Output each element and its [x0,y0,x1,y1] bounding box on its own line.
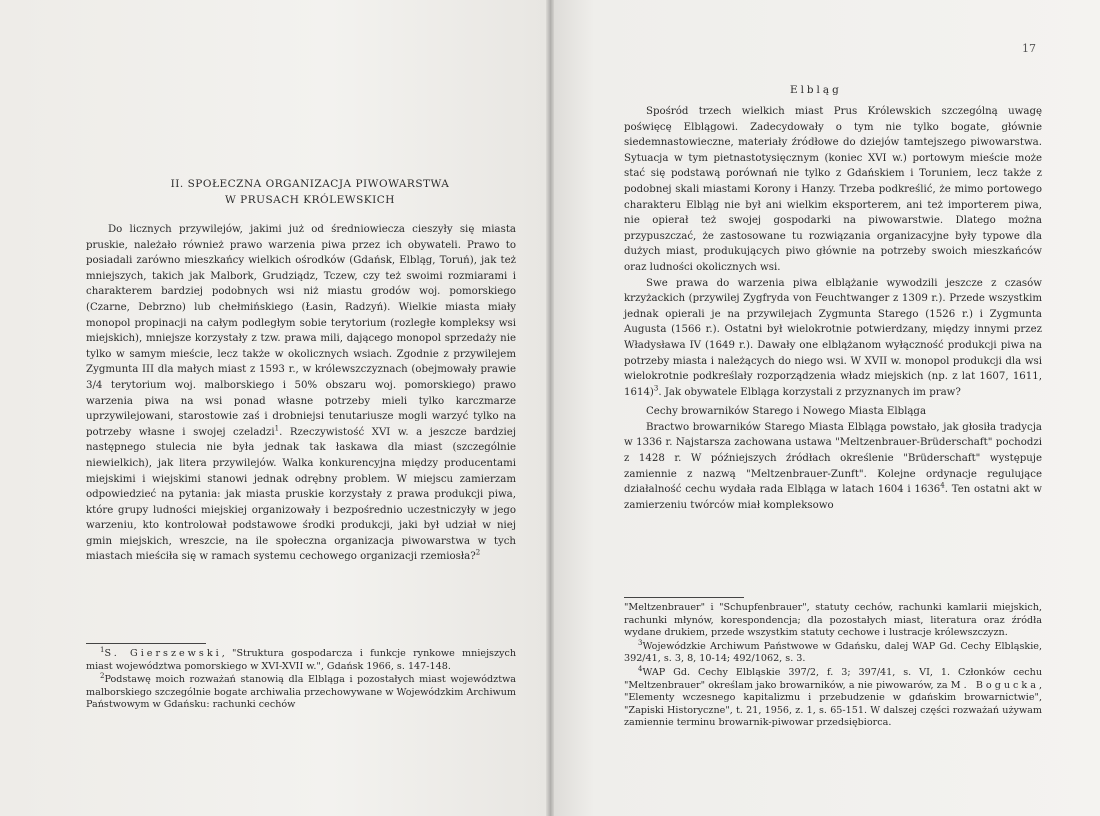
right-paragraph-3 [624,420,1042,514]
footnote-3-number: 3 [638,638,643,647]
right-footnotes [624,602,1042,731]
left-body-text [86,222,516,565]
footnote-4-author: M. Bogucka [950,679,1039,691]
section-heading-cechy: Cechy browarników Starego i Nowego Miasta Elbląga [646,406,927,418]
footnote-2-continuation: "Meltzenbrauer" i "Schupfenbrauer", statuty cechów, rachunki kamlarii miejskich, rachunki młynów, korespondencja; dla pozostałych miast, literatura oraz źródła wydane drukiem, przede wszystkim statuty cechowe i lustracje królewszczyzn. [624,602,1042,639]
footnote-1 [86,645,516,673]
city-heading: Elbląg [790,84,842,96]
footnote-ref-2: 2 [475,549,481,558]
right-paragraph-3-text: Bractwo browarników Starego Miasta Elbląga powstało, jak głosiła tradycja w 1336 r. Najstarsza zachowana ustawa "Meltzenbrauer-Brüderschaft" pochodzi z 1428 r. W późniejszych źródłach określenie "Brüderschaft" występuje zamiennie z nazwą "Meltzenbrauer-Zunft". Kolejne ordynacje regulujące działalność cechu wydała rada Elbląga w latach 1604 i 1636 [624,421,1042,496]
right-paragraph-2 [624,276,1042,401]
right-paragraph-2-text-end: . Jak obywatele Elbląga korzystali z przyznanych im praw? [658,386,961,398]
footnote-4-number: 4 [638,664,643,673]
right-paragraph-2-text: Swe prawa do warzenia piwa elblążanie wywodzili jeszcze z czasów krzyżackich (przywilej Zygfryda von Feuchtwanger z 1309 r.). Przede wszystkim jednak opierali je na przywilejach Zygmunta Starego (1526 r.) i Zygmunta Augusta (1566 r.). Ostatni był wielokrotnie potwierdzany, między innymi przez Władysława IV (1649 r.). Dawały one elblążanom wyłączność produkcji piwa na potrzeby miasta i należących do niego wsi. W XVII w. monopol produkcji dla wsi wielokrotnie podkreślały rozporządzenia władz miejskich (np. z lat 1607, 1611, 1614) [624,277,1042,398]
footnote-ref-1: 1 [274,424,280,433]
footnote-4-text-b: , "Elementy wczesnego kapitalizmu i przebudzenie w gdańskim browarnictwie", "Zapiski Historyczne", t. 21, 1956, z. 1, s. 65-151. W dalszej części rozważań używam zamiennie terminu browarnik-piwowar przedsiębiorca. [624,679,1042,729]
footnote-3-text: Wojewódzkie Archiwum Państwowe w Gdańsku, dalej WAP Gd. Cechy Elbląskie, 392/41, s. 3, 8, 10-14; 492/1062, s. 3. [624,640,1042,665]
footnote-ref-3: 3 [653,384,659,393]
chapter-heading [90,176,530,208]
left-paragraph-text-end: . Rzeczywistość XVI w. a jeszcze bardziej następnego stulecia nie była jednak tak łaskawa dla miast (szczególnie niewielkich), jak litera przywilejów. Walka konkurencyjna między producentami miejskimi i wiejskimi stanowi jednak odrębny problem. W miejscu zamierzam odpowiedzieć na pytania: jak miasta pruskie korzystały z prawa produkcji piwa, które grupy ludności miejskiej organizowały i bezpośrednio uczestniczyły w jego warzeniu, kto kontrolował podstawowe środki produkcji, jaki był udział w niej gmin miejskich, wreszcie, na ile społeczna organizacja piwowarstwa w tych miastach mieściła się w ramach systemu cechowego organizacji rzemiosła? [86,426,516,563]
footnote-rule [86,643,206,644]
right-body-text [624,104,1042,513]
footnote-2 [86,674,516,712]
footnote-4-text-a: WAP Gd. Cechy Elbląskie 397/2, f. 3; 397/41, s. VI, 1. Członków cechu "Meltzenbrauer" określam jako browarników, a nie piwowarów, za [624,666,1042,691]
left-paragraph [86,222,516,565]
chapter-heading-line2: W PRUSACH KRÓLEWSKICH [225,194,395,206]
right-page [550,0,1100,816]
footnote-4 [624,664,1042,730]
page-number: 17 [1022,42,1036,55]
left-footnotes [86,645,516,713]
chapter-heading-line1: II. SPOŁECZNA ORGANIZACJA PIWOWARSTWA [170,178,450,190]
footnote-1-number: 1 [100,645,105,654]
footnote-2-text: Podstawę moich rozważań stanowią dla Elbląga i pozostałych miast województwa malborskiego szczególnie bogate archiwalia przechowywane w Wojewódzkim Archiwum Państwowym w Gdańsku: rachunki cechów [86,674,516,711]
footnote-1-author: S. Gierszewski [104,648,222,659]
book-gutter [546,0,554,816]
right-paragraph-3-text-end: . Ten ostatni akt w zamierzeniu twórców miał kompleksowo [624,484,1042,511]
footnote-2-number: 2 [100,672,105,680]
footnote-rule-right [624,597,744,598]
footnote-1-text: , "Struktura gospodarcza i funkcje rynkowe mniejszych miast województwa pomorskiego w XVI-XVII w.", Gdańsk 1966, s. 147-148. [86,648,516,672]
left-paragraph-text: Do licznych przywilejów, jakimi już od średniowiecza cieszyły się miasta pruskie, należało również prawo warzenia piwa przez ich obywateli. Prawo to posiadali zarówno mieszkańcy wielkich ośrodków (Gdańsk, Elbląg, Toruń), jak też mniejszych, takich jak Malbork, Grudziądz, Tczew, czy też swoimi rozmiarami i charakterem bardziej podobnych wsi niż miastu grodów woj. pomorskiego (Czarne, Debrzno) lub chełmińskiego (Łasin, Radzyń). Wielkie miasta miały monopol propinacji na całym podległym sobie terytorium (rozległe kompleksy wsi miejskich), mniejsze korzystały z tzw. prawa mili, dającego monopol sprzedaży nie tylko w samym mieście, lecz także w okolicznych wsiach. Zgodnie z przywilejem Zygmunta III dla małych miast z 1593 r., w królewszczyznach (obejmowały prawie 3/4 terytorium woj. malborskiego i 50% obszaru woj. pomorskiego) prawo warzenia piwa na wsi ponad własne potrzeby mieli tylko karczmarze uprzywilejowani, starostowie zaś i drobniejsi tenutariusze mogli warzyć tylko na potrzeby własne i swojej czeladzi [86,224,516,438]
footnote-ref-4: 4 [940,481,945,490]
footnote-3 [624,638,1042,666]
right-paragraph-1: Spośród trzech wielkich miast Prus Królewskich szczególną uwagę poświęcę Elblągowi. Zadecydowały o tym nie tylko bogate, głównie siedemnastowieczne, materiały źródłowe do dziejów tamtejszego piwowarstwa. Sytuacja w tym pietnastotysięcznym (koniec XVI w.) portowym mieście może stać się podstawą porównań nie tylko z Gdańskiem i Toruniem, lecz także z podobnej skali miastami Korony i Hanzy. Trzeba podkreślić, że mimo portowego charakteru Elbląg nie był ani wielkim eksporterem, ani też importerem piwa, nie opierał też swojej gospodarki na piwowarstwie. Dlatego można przypuszczać, że zastosowane tu rozwiązania organizacyjne były typowe dla dużych miast, produkujących piwo głównie na potrzeby swoich mieszkańców oraz ludności okolicznych wsi. [624,106,1042,273]
